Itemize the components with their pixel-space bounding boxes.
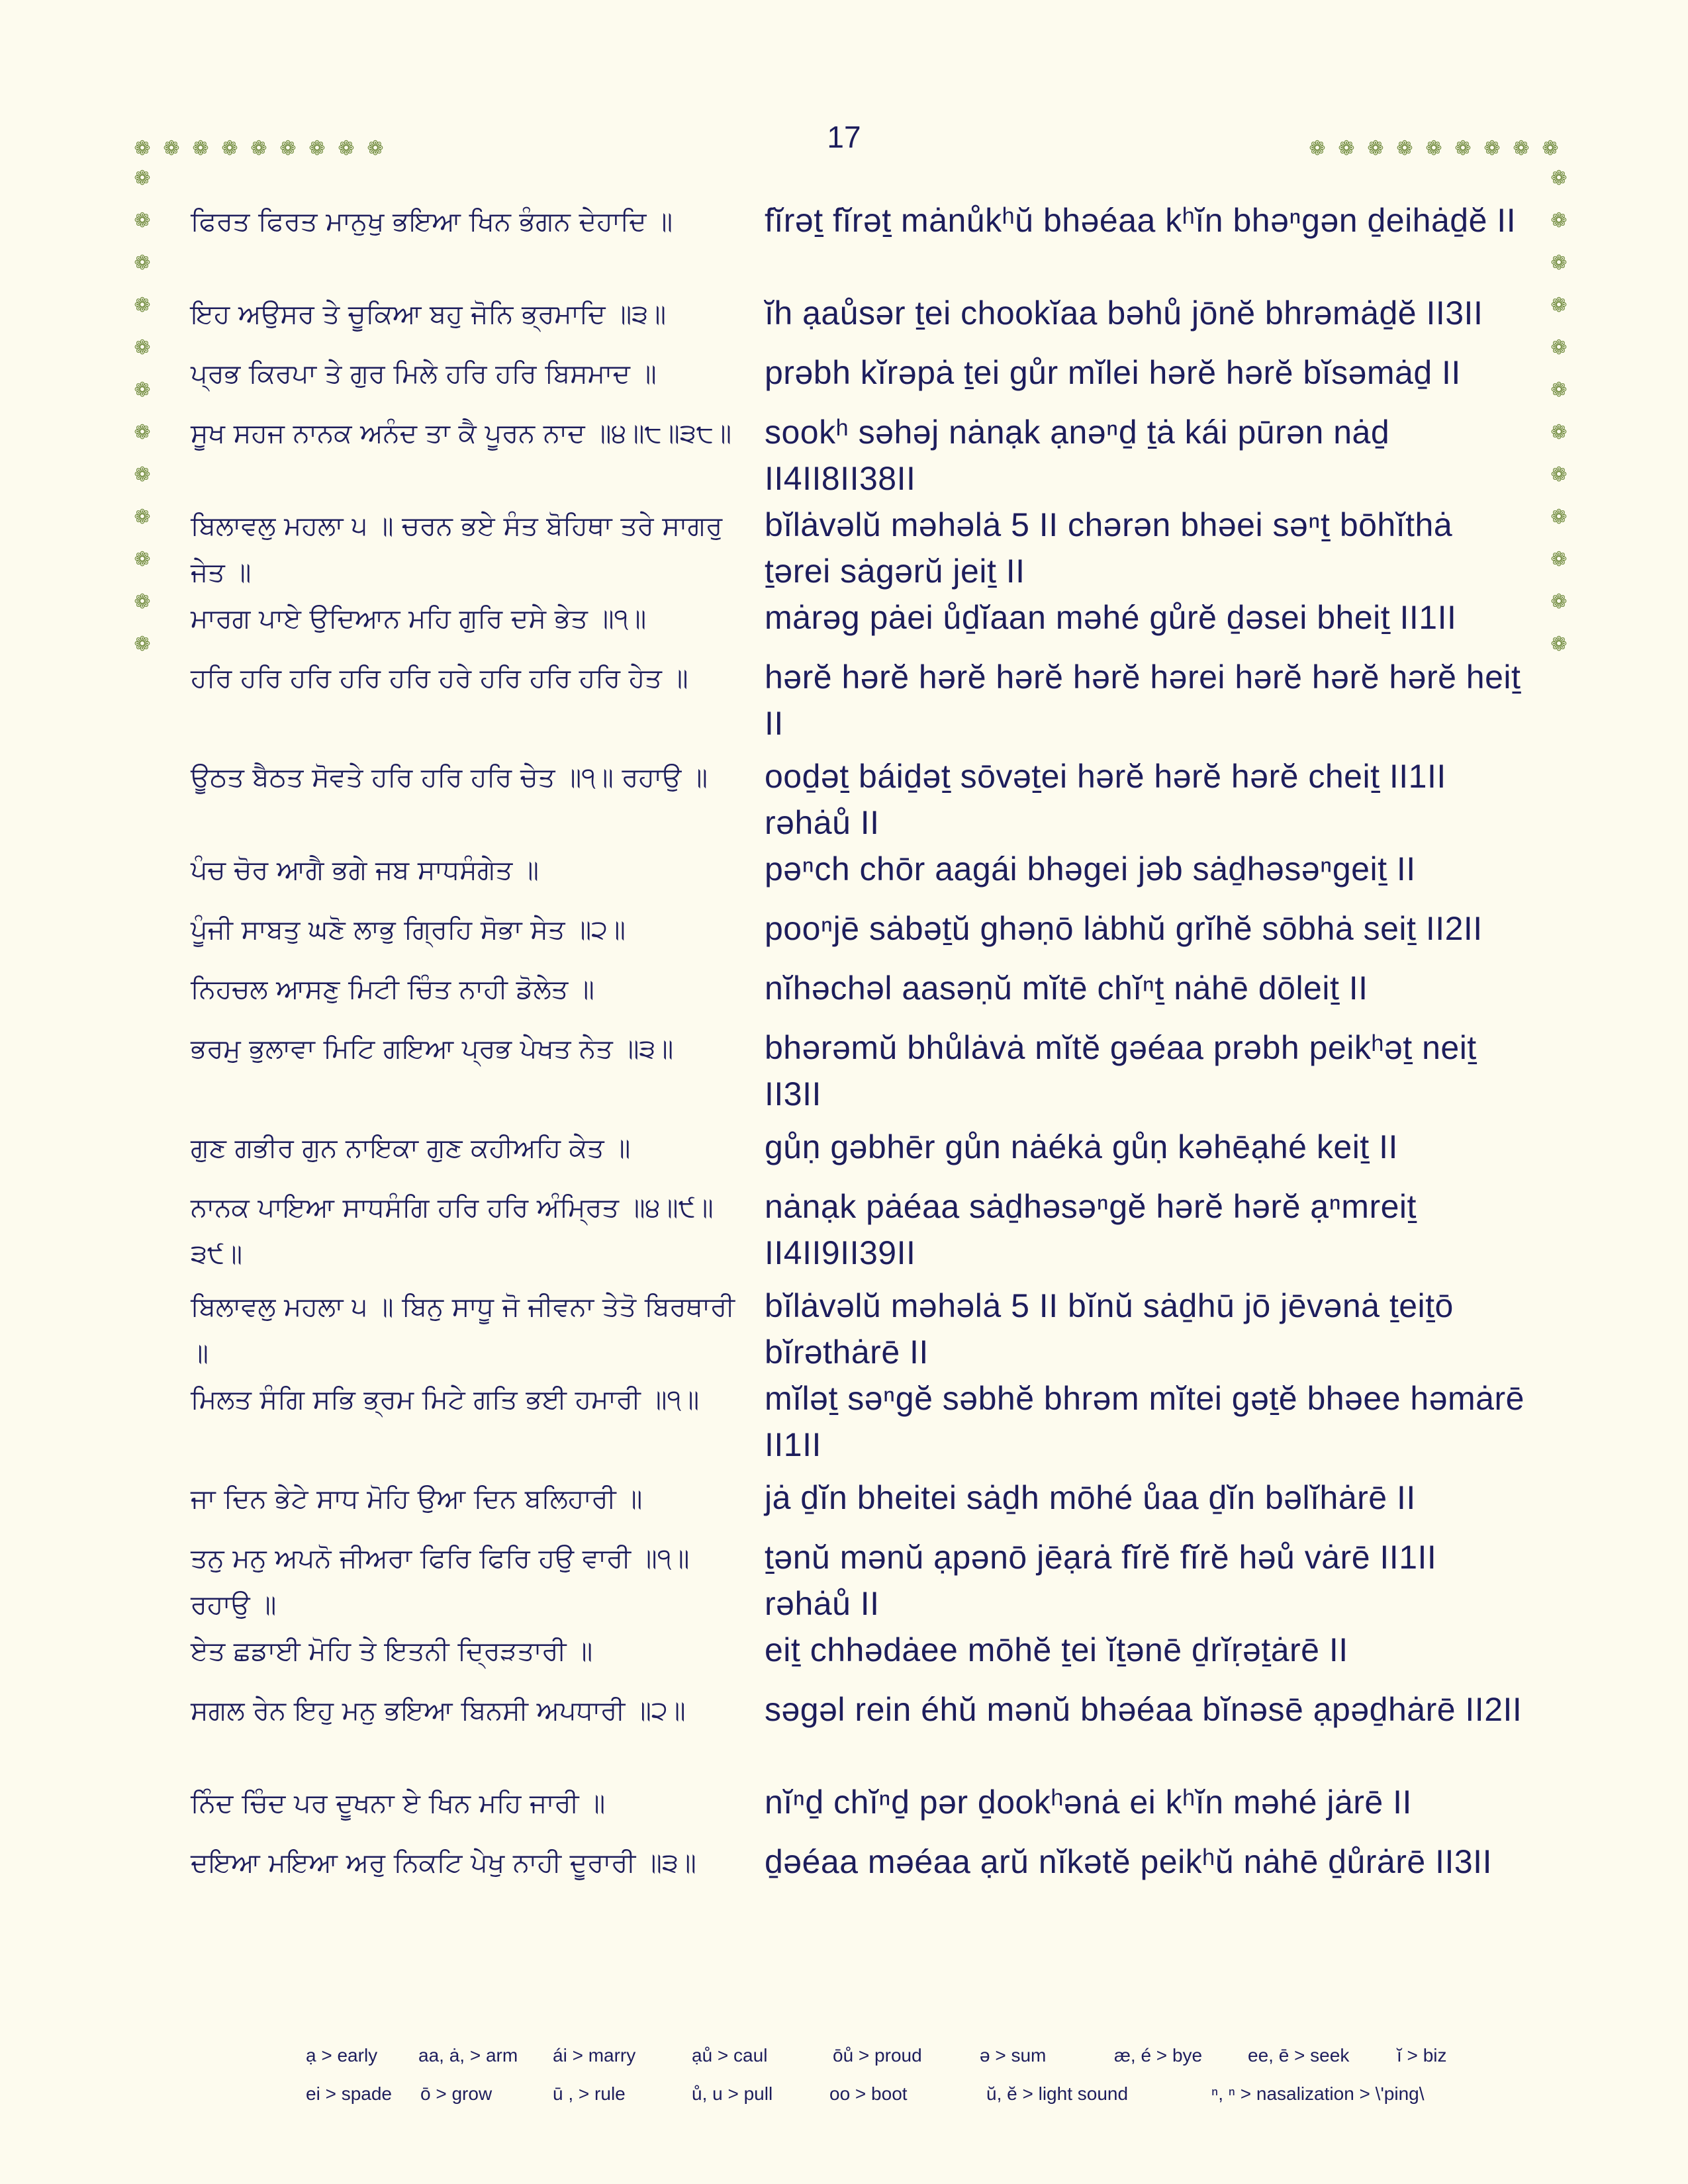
gurmukhi-text: ਤਨੁ ਮਨੁ ਅਪਨੋ ਜੀਅਰਾ ਫਿਰਿ ਫਿਰਿ ਹਉ ਵਾਰੀ ॥੧॥ ਰਹਾਉ ॥ <box>191 1543 690 1620</box>
gurmukhi-text: ਨਿੰਦ ਚਿੰਦ ਪਰ ਦੂਖਨਾ ਏ ਖਿਨ ਮਹਿ ਜਾਰੀ ॥ <box>191 1788 606 1819</box>
verse-row <box>0 290 1688 349</box>
transliteration-text: pooⁿjē sȧbəṯŭ ghəṇō lȧbhŭ grĭhĕ sōbhȧ seiṯ II2II <box>765 910 1483 947</box>
key-entry: oo > boot <box>829 2083 908 2104</box>
key-entry: ə > sum <box>980 2045 1047 2066</box>
transliteration-text: ooḏəṯ báiḏəṯ sōvəṯei hərĕ hərĕ hərĕ cheiṯ II1II rəhȧů II <box>765 758 1446 841</box>
key-entry: ŭ, ĕ > light sound <box>986 2083 1129 2104</box>
gurmukhi-text: ਮਾਰਗ ਪਾਏ ਉਦਿਆਨ ਮਹਿ ਗੁਰਿ ਦਸੇ ਭੇਤ ॥੧॥ <box>191 604 647 634</box>
flower-icon: ❁ <box>192 137 209 160</box>
transliteration-text: bĭlȧvəlŭ məhəlȧ 5 II bĭnŭ sȧḏhū jō jēvənȧ ṯeiṯō bĭrəthȧrē II <box>765 1287 1454 1371</box>
flower-icon: ❁ <box>134 463 151 486</box>
verse-row <box>0 590 1688 654</box>
key-entry: ei > spade <box>306 2083 392 2104</box>
flower-icon: ❁ <box>1550 590 1568 614</box>
flower-icon: ❁ <box>134 209 151 232</box>
key-entry: ōů > proud <box>833 2045 922 2066</box>
key-entry: ĭ > biz <box>1397 2045 1447 2066</box>
flower-icon: ❁ <box>1367 137 1384 160</box>
transliteration-text: mȧrəg pȧei ůḏĭaan məhé gůrĕ ḏəsei bheiṯ II1II <box>765 599 1457 636</box>
key-entry: ů, u > pull <box>692 2083 773 2104</box>
gurmukhi-text: ਪੂੰਜੀ ਸਾਬਤੁ ਘਣੋ ਲਾਭੁ ਗ੍ਰਿਹਿ ਸੋਭਾ ਸੇਤ ॥੨॥ <box>191 915 626 945</box>
transliteration-text: səgəl rein éhŭ mənŭ bhəéaa bĭnəsē ạpəḏhȧrē II2II <box>765 1691 1523 1728</box>
flower-icon: ❁ <box>134 548 151 571</box>
verse-row <box>0 197 1688 290</box>
flower-icon: ❁ <box>1483 137 1501 160</box>
flower-icon: ❁ <box>134 421 151 444</box>
key-entry: æ, é > bye <box>1114 2045 1203 2066</box>
flower-icon: ❁ <box>1550 506 1568 529</box>
flower-icon: ❁ <box>1550 336 1568 359</box>
flower-icon: ❁ <box>134 251 151 275</box>
gurmukhi-text: ਨਾਨਕ ਪਾਇਆ ਸਾਧਸੰਗਿ ਹਰਿ ਹਰਿ ਅੰਮ੍ਰਿਤ ॥੪॥੯॥੩੯॥ <box>191 1193 714 1269</box>
verse-row <box>0 1534 1688 1627</box>
verse-row <box>0 905 1688 965</box>
transliteration-text: ĭh ạaůsər ṯei chookĭaa bəhů jōnĕ bhrəmȧḏĕ II3II <box>765 295 1483 332</box>
transliteration-text: nȧnạk pȧéaa sȧḏhəsəⁿgĕ hərĕ hərĕ ạⁿmreiṯ II4II9II39II <box>765 1188 1417 1271</box>
flower-icon: ❁ <box>1454 137 1472 160</box>
flower-icon: ❁ <box>1550 421 1568 444</box>
transliteration-text: mĭləṯ səⁿgĕ səbhĕ bhrəm mĭtei gəṯĕ bhəee həmȧrē II1II <box>765 1380 1524 1463</box>
transliteration-text: gůṇ gəbhēr gůn nȧékȧ gůṇ kəhēạhé keiṯ II <box>765 1128 1398 1165</box>
verse-row <box>0 349 1688 409</box>
gurmukhi-text: ਊਠਤ ਬੈਠਤ ਸੋਵਤੇ ਹਰਿ ਹਰਿ ਹਰਿ ਚੇਤ ॥੧॥ ਰਹਾਉ ॥ <box>191 762 708 793</box>
transliteration-text: sookʰ səhəj nȧnạk ạnəⁿḏ ṯȧ kái pūrən nȧḏ II4II8II38II <box>765 414 1390 497</box>
transliteration-text: nĭhəchəl aasəṇŭ mĭtē chĭⁿṯ nȧhē dōleiṯ II <box>765 970 1368 1007</box>
flower-icon: ❁ <box>1542 137 1559 160</box>
flower-icon: ❁ <box>1550 633 1568 656</box>
flower-icon: ❁ <box>1550 167 1568 190</box>
verse-row <box>0 846 1688 905</box>
transliteration-text: pəⁿch chōr aagái bhəgei jəb sȧḏhəsəⁿgeiṯ II <box>765 850 1416 887</box>
flower-icon: ❁ <box>134 506 151 529</box>
gurmukhi-text: ਗੁਣ ਗਭੀਰ ਗੁਨ ਨਾਇਕਾ ਗੁਣ ਕਹੀਅਹਿ ਕੇਤ ॥ <box>191 1133 631 1163</box>
gurmukhi-text: ਬਿਲਾਵਲੁ ਮਹਲਾ ੫ ॥ ਚਰਨ ਭਏ ਸੰਤ ਬੋਹਿਥਾ ਤਰੇ ਸਾਗਰੁ ਜੇਤ ॥ <box>191 511 723 588</box>
verse-row <box>0 1375 1688 1475</box>
transliteration-text: nĭⁿḏ chĭⁿḏ pər ḏookʰənȧ ei kʰĭn məhé jȧrē II <box>765 1784 1412 1821</box>
transliteration-text: bĭlȧvəlŭ məhəlȧ 5 II chərən bhəei səⁿṯ bōhĭthȧ ṯərei sȧgərŭ jeiṯ II <box>765 506 1453 590</box>
flower-icon: ❁ <box>250 137 267 160</box>
flower-icon: ❁ <box>338 137 355 160</box>
flower-icon: ❁ <box>134 633 151 656</box>
verse-row <box>0 965 1688 1024</box>
gurmukhi-text: ਪੰਚ ਚੋਰ ਆਗੈ ਭਗੇ ਜਬ ਸਾਧਸੰਗੇਤ ॥ <box>191 855 539 886</box>
gurmukhi-text: ਫਿਰਤ ਫਿਰਤ ਮਾਨੁਖੁ ਭਇਆ ਖਿਨ ਭੰਗਨ ਦੇਹਾਦਿ ॥ <box>191 206 673 237</box>
transliteration-text: ṯənŭ mənŭ ạpənō jēạrȧ fĭrĕ fĭrĕ həů vȧrē II1II rəhȧů II <box>765 1539 1437 1622</box>
transliteration-text: jȧ ḏĭn bheitei sȧḏh mōhé ůaa ḏĭn bəlĭhȧrē II <box>765 1479 1416 1516</box>
gurmukhi-text: ਜਾ ਦਿਨ ਭੇਟੇ ਸਾਧ ਮੋਹਿ ਉਆ ਦਿਨ ਬਲਿਹਾਰੀ ॥ <box>191 1484 643 1514</box>
flower-icon: ❁ <box>1550 251 1568 275</box>
page-number: 17 <box>827 120 861 154</box>
transliteration-text: prəbh kĭrəpȧ ṯei gůr mĭlei hərĕ hərĕ bĭsəmȧḏ II <box>765 354 1461 391</box>
flower-icon: ❁ <box>1550 463 1568 486</box>
key-entry: ái > marry <box>553 2045 636 2066</box>
key-entry: ⁿ, ⁿ > nasalization > \'ping\ <box>1211 2083 1425 2104</box>
key-entry: ạů > caul <box>692 2045 768 2066</box>
gurmukhi-text: ਨਿਹਚਲ ਆਸਣੁ ਮਿਟੀ ਚਿੰਤ ਨਾਹੀ ਡੋਲੇਤ ॥ <box>191 974 594 1005</box>
verse-row <box>0 1839 1688 1931</box>
verse-row <box>0 1183 1688 1283</box>
flower-icon: ❁ <box>1425 137 1442 160</box>
transliteration-text: eiṯ chhədȧee mōhĕ ṯei ĭṯənē ḏrĭṛəṯȧrē II <box>765 1631 1348 1668</box>
verse-row <box>0 1627 1688 1686</box>
key-entry: ạ > early <box>306 2045 378 2066</box>
transliteration-text: hərĕ hərĕ hərĕ hərĕ hərĕ hərei hərĕ hərĕ hərĕ heiṯ II <box>765 659 1521 742</box>
flower-icon: ❁ <box>134 294 151 317</box>
flower-icon: ❁ <box>1550 379 1568 402</box>
flower-icon: ❁ <box>1309 137 1326 160</box>
verse-row <box>0 409 1688 502</box>
flower-icon: ❁ <box>308 137 326 160</box>
verse-row <box>0 1283 1688 1375</box>
verse-row <box>0 502 1688 594</box>
verse-row <box>0 1686 1688 1779</box>
gurmukhi-text: ਏਤ ਛਡਾਈ ਮੋਹਿ ਤੇ ਇਤਨੀ ਦ੍ਰਿੜਤਾਰੀ ॥ <box>191 1636 593 1666</box>
flower-icon: ❁ <box>134 379 151 402</box>
flower-icon: ❁ <box>1550 548 1568 571</box>
gurmukhi-text: ਹਰਿ ਹਰਿ ਹਰਿ ਹਰਿ ਹਰਿ ਹਰੇ ਹਰਿ ਹਰਿ ਹਰਿ ਹੇਤ ॥ <box>191 663 688 694</box>
key-entry: ō > grow <box>420 2083 492 2104</box>
gurmukhi-text: ਭਰਮੁ ਭੁਲਾਵਾ ਮਿਟਿ ਗਇਆ ਪ੍ਰਭ ਪੇਖਤ ਨੇਤ ॥੩॥ <box>191 1034 674 1064</box>
flower-icon: ❁ <box>1550 294 1568 317</box>
gurmukhi-text: ਇਹ ਅਉਸਰ ਤੇ ਚੂਕਿਆ ਬਹੁ ਜੋਨਿ ਭ੍ਰਮਾਦਿ ॥੩॥ <box>191 299 667 330</box>
flower-icon: ❁ <box>1338 137 1355 160</box>
key-entry: ū , > rule <box>553 2083 626 2104</box>
flower-icon: ❁ <box>279 137 297 160</box>
gurmukhi-text: ਦਇਆ ਮਇਆ ਅਰੁ ਨਿਕਟਿ ਪੇਖੁ ਨਾਹੀ ਦੂਰਾਰੀ ॥੩॥ <box>191 1848 696 1878</box>
flower-icon: ❁ <box>134 167 151 190</box>
gurmukhi-text: ਸਗਲ ਰੇਨ ਇਹੁ ਮਨੁ ਭਇਆ ਬਿਨਸੀ ਅਪਧਾਰੀ ॥੨॥ <box>191 1696 686 1726</box>
key-entry: ee, ē > seek <box>1248 2045 1350 2066</box>
flower-icon: ❁ <box>1396 137 1413 160</box>
flower-icon: ❁ <box>1513 137 1530 160</box>
flower-icon: ❁ <box>163 137 180 160</box>
flower-icon: ❁ <box>134 590 151 614</box>
flower-icon: ❁ <box>221 137 238 160</box>
gurmukhi-text: ਮਿਲਤ ਸੰਗਿ ਸਭਿ ਭ੍ਰਮ ਮਿਟੇ ਗਤਿ ਭਈ ਹਮਾਰੀ ॥੧॥ <box>191 1385 700 1415</box>
verse-row <box>0 1779 1688 1839</box>
transliteration-text: ḏəéaa məéaa ạrŭ nĭkətĕ peikʰŭ nȧhē ḏůrȧrē II3II <box>765 1843 1492 1880</box>
flower-icon: ❁ <box>134 336 151 359</box>
gurmukhi-text: ਸੂਖ ਸਹਜ ਨਾਨਕ ਅਨੰਦ ਤਾ ਕੈ ਪੂਰਨ ਨਾਦ ॥੪॥੮॥੩੮॥ <box>191 418 732 449</box>
verse-row <box>0 1124 1688 1183</box>
verse-row <box>0 1475 1688 1534</box>
gurmukhi-text: ਪ੍ਰਭ ਕਿਰਪਾ ਤੇ ਗੁਰ ਮਿਲੇ ਹਰਿ ਹਰਿ ਬਿਸਮਾਦ ॥ <box>191 359 657 389</box>
gurmukhi-text: ਬਿਲਾਵਲੁ ਮਹਲਾ ੫ ॥ ਬਿਨੁ ਸਾਧੂ ਜੋ ਜੀਵਨਾ ਤੇਤੋ ਬਿਰਥਾਰੀ ॥ <box>191 1292 735 1369</box>
flower-icon: ❁ <box>134 137 151 160</box>
flower-icon: ❁ <box>1550 209 1568 232</box>
verse-row <box>0 654 1688 753</box>
verse-row <box>0 1024 1688 1124</box>
flower-icon: ❁ <box>367 137 384 160</box>
scripture-lines <box>0 197 1688 1931</box>
key-entry: aa, ȧ, > arm <box>418 2045 518 2066</box>
transliteration-text: bhərəmŭ bhůlȧvȧ mĭtĕ gəéaa prəbh peikʰəṯ neiṯ II3II <box>765 1029 1477 1113</box>
verse-row <box>0 753 1688 846</box>
transliteration-text: fĭrəṯ fĭrəṯ mȧnůkʰŭ bhəéaa kʰĭn bhəⁿgən ḏeihȧḏĕ II <box>765 202 1517 239</box>
